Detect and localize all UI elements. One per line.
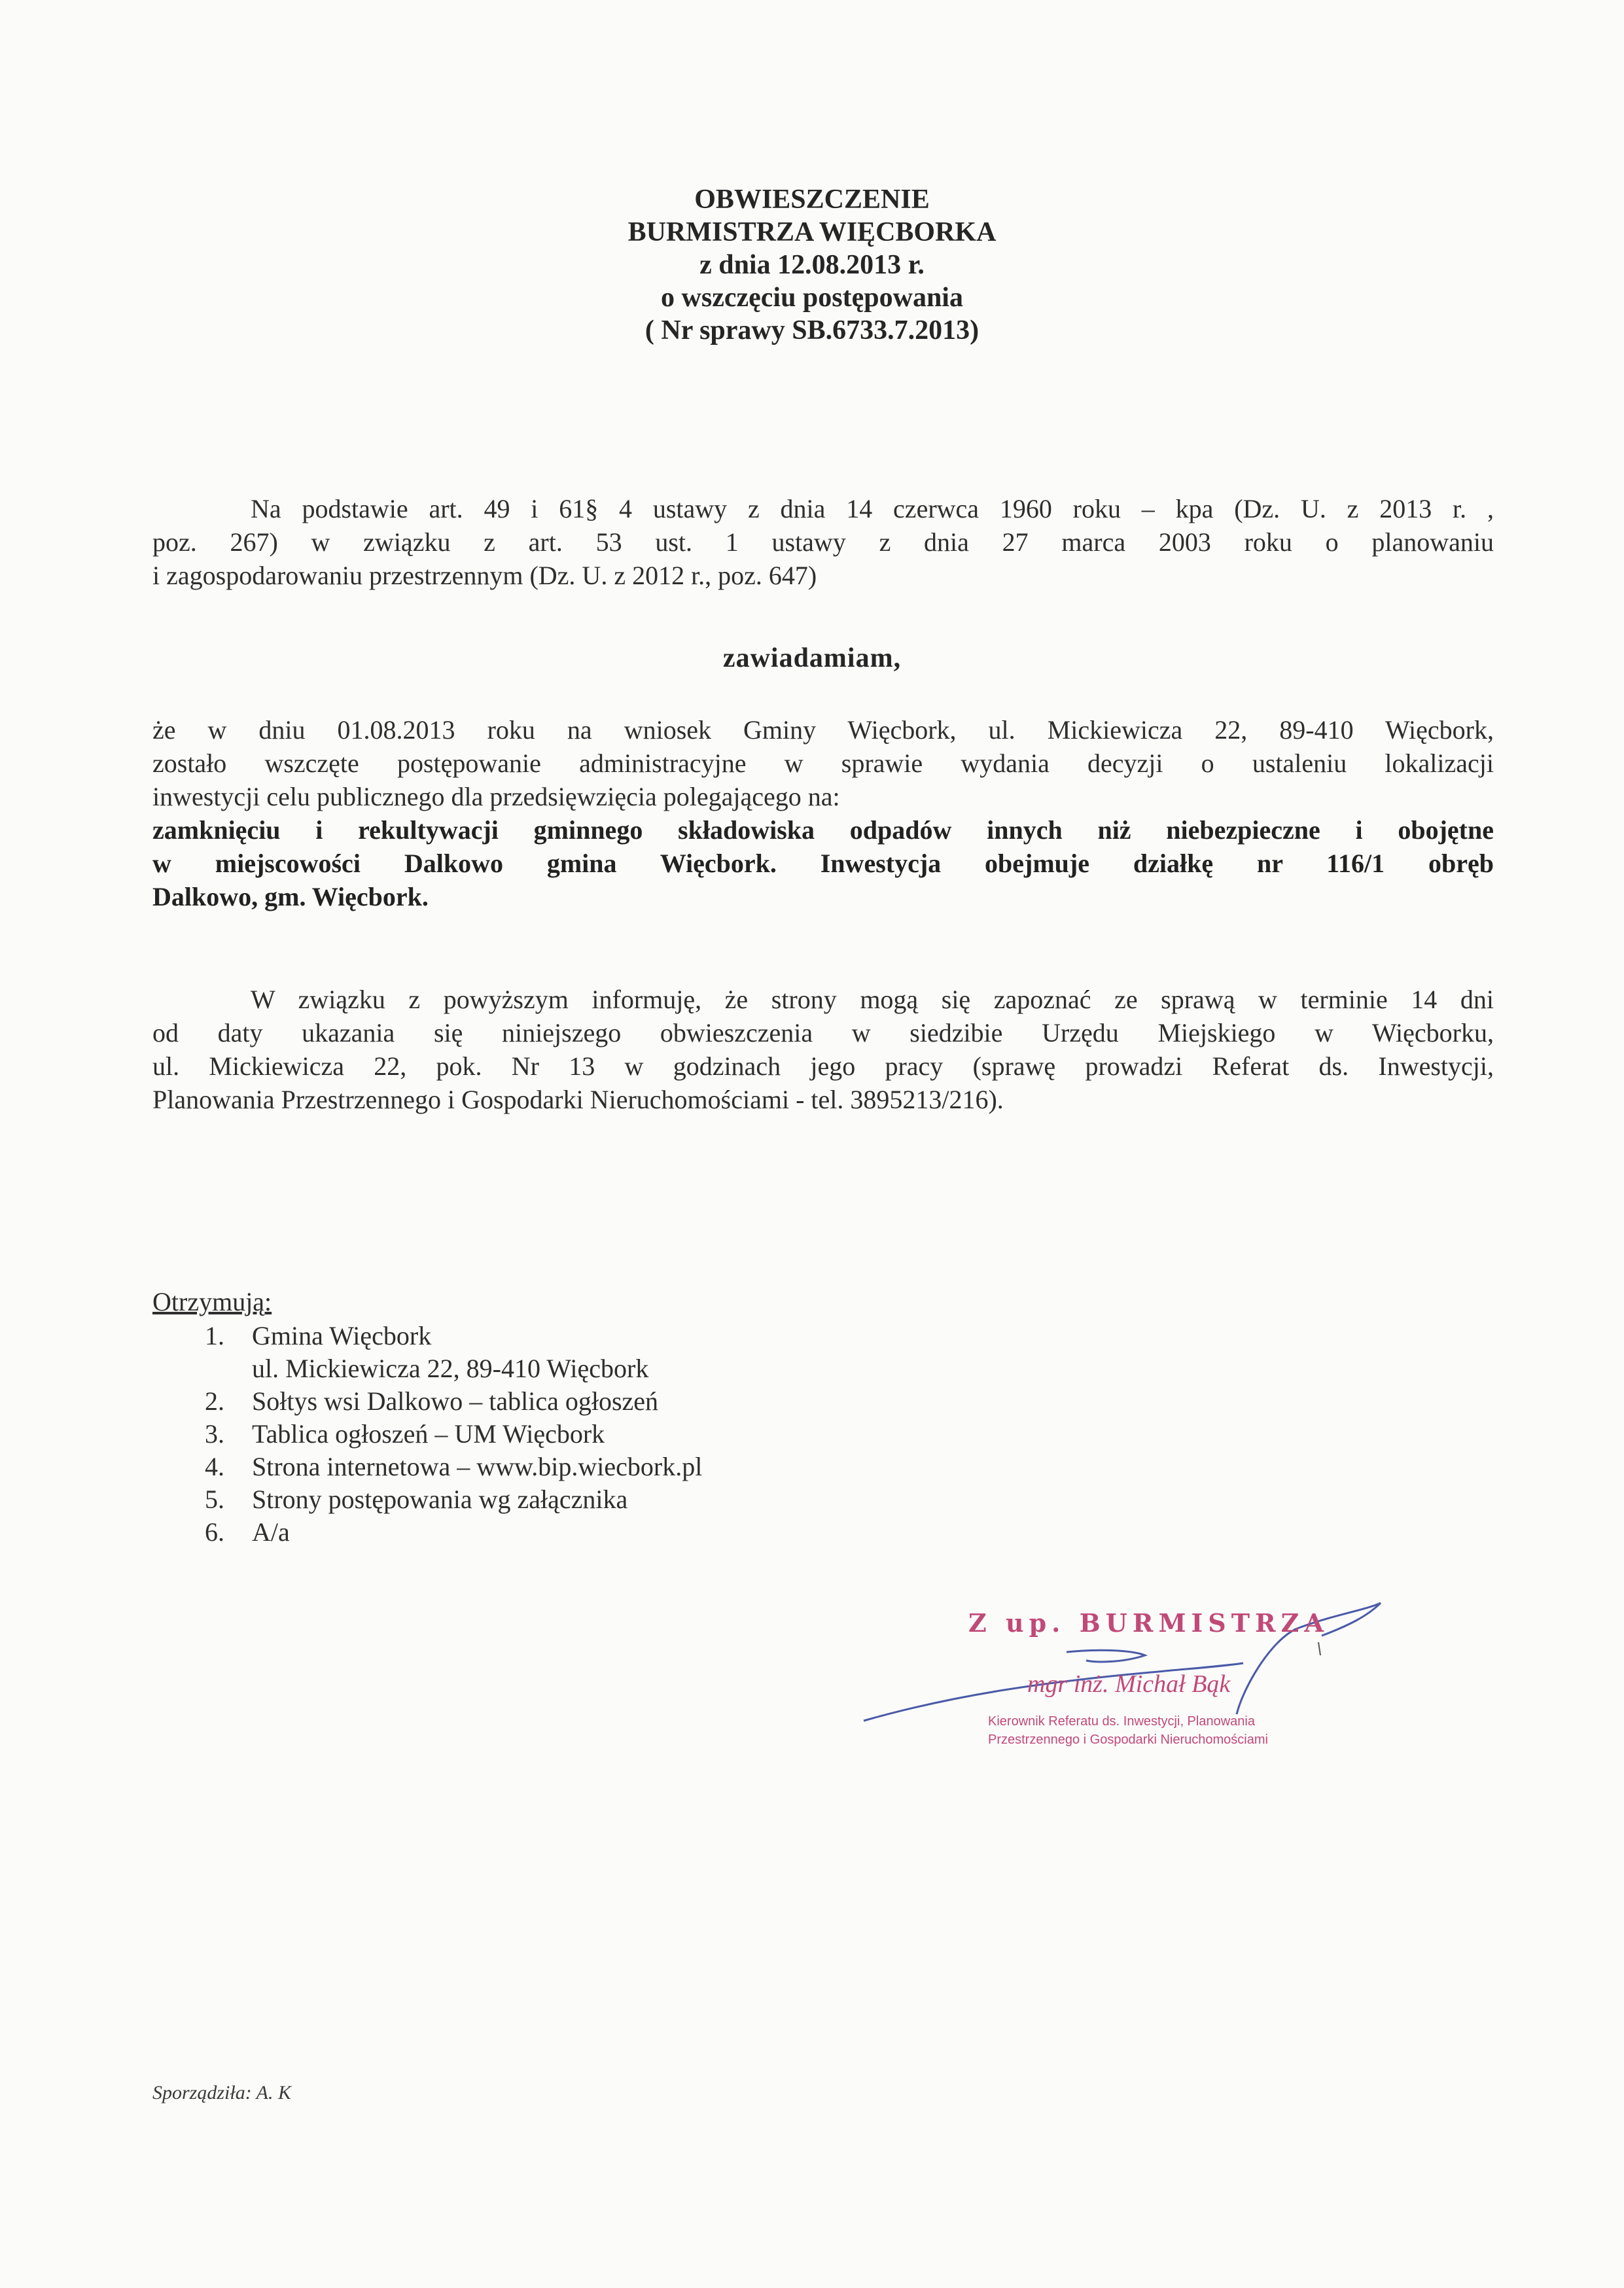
list-item-number: 3. [205, 1419, 224, 1449]
intro-line-3: i zagospodarowaniu przestrzennym (Dz. U. z 2012 r., poz. 647) [152, 561, 817, 590]
list-item-text: Tablica ogłoszeń – UM Więcbork [252, 1419, 605, 1449]
list-item [152, 1451, 702, 1483]
stamp-title: Z up. BURMISTRZA [968, 1608, 1329, 1638]
body-paragraph-1 [152, 713, 1494, 913]
header-case-number: ( Nr sprawy SB.6733.7.2013) [644, 315, 980, 345]
intro-line-2: poz. 267) w związku z art. 53 ust. 1 ustawy z dnia 27 marca 2003 roku o planowaniu [152, 527, 1494, 557]
list-item [152, 1483, 702, 1516]
list-item [152, 1418, 702, 1451]
list-item-text: ul. Mickiewicza 22, 89-410 Więcbork [252, 1354, 649, 1383]
list-item-text: Gmina Więcbork [252, 1321, 432, 1350]
signatory-role-line-2: Przestrzennego i Gospodarki Nieruchomościami [988, 1733, 1268, 1747]
document-header [0, 183, 1624, 347]
recipients-items [152, 1320, 702, 1549]
list-item-number: 5. [205, 1485, 224, 1514]
list-item-text: Sołtys wsi Dalkowo – tablica ogłoszeń [252, 1386, 659, 1416]
body1-line-1: że w dniu 01.08.2013 roku na wniosek Gminy Więcbork, ul. Mickiewicza 22, 89-410 Więcbork, [152, 715, 1494, 745]
header-authority: BURMISTRZA WIĘCBORKA [627, 217, 997, 247]
list-item-text: Strona internetowa – www.bip.wiecbork.pl [252, 1452, 703, 1481]
list-item [152, 1385, 702, 1418]
signatory-name: mgr inż. Michał Bąk [1027, 1670, 1231, 1698]
header-subject: o wszczęciu postępowania [661, 283, 963, 313]
recipients-list [152, 1286, 702, 1549]
recipients-title: Otrzymują: [152, 1287, 272, 1316]
list-item-text: A/a [252, 1517, 290, 1547]
list-item [152, 1320, 702, 1352]
signatory-role-line-1: Kierownik Referatu ds. Inwestycji, Planowania [988, 1714, 1255, 1729]
prepared-by: Sporządziła: A. K [152, 2082, 291, 2103]
list-item-number: 4. [205, 1452, 224, 1481]
body2-line-1: W związku z powyższym informuję, że strony mogą się zapoznać ze sprawą w terminie 14 dni [251, 985, 1494, 1014]
body1-line-3: inwestycji celu publicznego dla przedsięwzięcia polegającego na: [152, 782, 840, 811]
body-paragraph-2 [152, 983, 1494, 1116]
intro-line-1: Na podstawie art. 49 i 61§ 4 ustawy z dnia 14 czerwca 1960 roku – kpa (Dz. U. z 2013 r. , [251, 494, 1494, 523]
list-item-number: 2. [205, 1386, 224, 1416]
list-item-number: 1. [205, 1321, 224, 1350]
header-title: OBWIESZCZENIE [694, 185, 930, 215]
list-item [152, 1516, 702, 1549]
announcement-heading: zawiadamiam, [722, 643, 902, 673]
header-date: z dnia 12.08.2013 r. [699, 250, 925, 280]
body1-bold-line-3: Dalkowo, gm. Więcbork. [152, 882, 429, 911]
body1-bold-line-2: w miejscowości Dalkowo gmina Więcbork. Inwestycja obejmuje działkę nr 116/1 obręb [152, 849, 1494, 878]
body2-line-4: Planowania Przestrzennego i Gospodarki Nieruchomościami - tel. 3895213/216). [152, 1085, 1004, 1114]
list-item-text: Strony postępowania wg załącznika [252, 1485, 628, 1514]
body2-line-2: od daty ukazania się niniejszego obwieszczenia w siedzibie Urzędu Miejskiego w Więcborku, [152, 1018, 1494, 1047]
signature-stamp [851, 1590, 1407, 1760]
body1-line-2: zostało wszczęte postępowanie administracyjne w sprawie wydania decyzji o ustaleniu lokalizacji [152, 748, 1494, 778]
list-item-number: 6. [205, 1517, 224, 1547]
intro-paragraph [152, 492, 1494, 592]
list-item [152, 1352, 702, 1385]
body2-line-3: ul. Mickiewicza 22, pok. Nr 13 w godzinach jego pracy (sprawę prowadzi Referat ds. Inwestycji, [152, 1051, 1494, 1081]
body1-bold-line-1: zamknięciu i rekultywacji gminnego składowiska odpadów innych niż niebezpieczne i obojętne [152, 815, 1494, 845]
